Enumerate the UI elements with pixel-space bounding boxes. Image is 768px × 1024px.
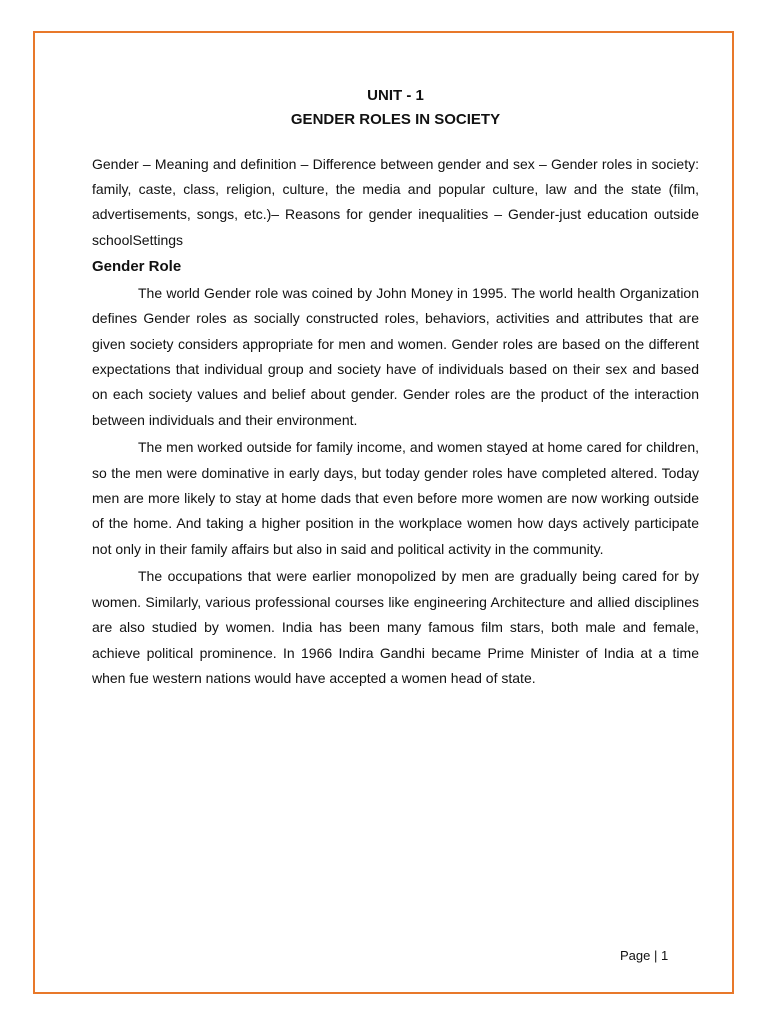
document-body	[92, 86, 699, 691]
body-paragraph-2: The men worked outside for family income, and women stayed at home cared for children, so the men were dominative in early days, but today gender roles have completed altered. Today men are more likely to stay at home dads that even before more women are now working outside of the home. And taking a higher position in the workplace women how days actively participate not only in their family affairs but also in said and political activity in the community.	[92, 439, 699, 557]
section-heading-gender-role: Gender Role	[92, 257, 182, 275]
document-title: GENDER ROLES IN SOCIETY	[290, 111, 501, 128]
body-paragraph-1: The world Gender role was coined by John Money in 1995. The world health Organization defines Gender roles as socially constructed roles, behaviors, activities and attributes that are given society considers appropriate for men and women. Gender roles are based on the different expectations that individual group and society have of individuals based on their sex and based on each society values and belief about gender. Gender roles are the product of the interaction between individuals and their environment.	[92, 284, 699, 428]
page-number: Page | 1	[620, 948, 669, 963]
unit-label: UNIT - 1	[367, 87, 424, 104]
body-paragraph-3: The occupations that were earlier monopolized by men are gradually being cared for by women. Similarly, various professional courses like engineering Architecture and allied disciplines are also studied by women. India has been many famous film stars, both male and female, achieve political prominence. In 1966 Indira Gandhi became Prime Minister of India at a time when fue western nations would have accepted a women head of state.	[92, 568, 699, 686]
syllabus-paragraph: Gender – Meaning and definition – Difference between gender and sex – Gender roles in society: family, caste, class, religion, culture, the media and popular culture, law and the state (film, advertisements, songs, etc.)– Reasons for gender inequalities – Gender-just education outside schoolSettings	[92, 156, 699, 248]
